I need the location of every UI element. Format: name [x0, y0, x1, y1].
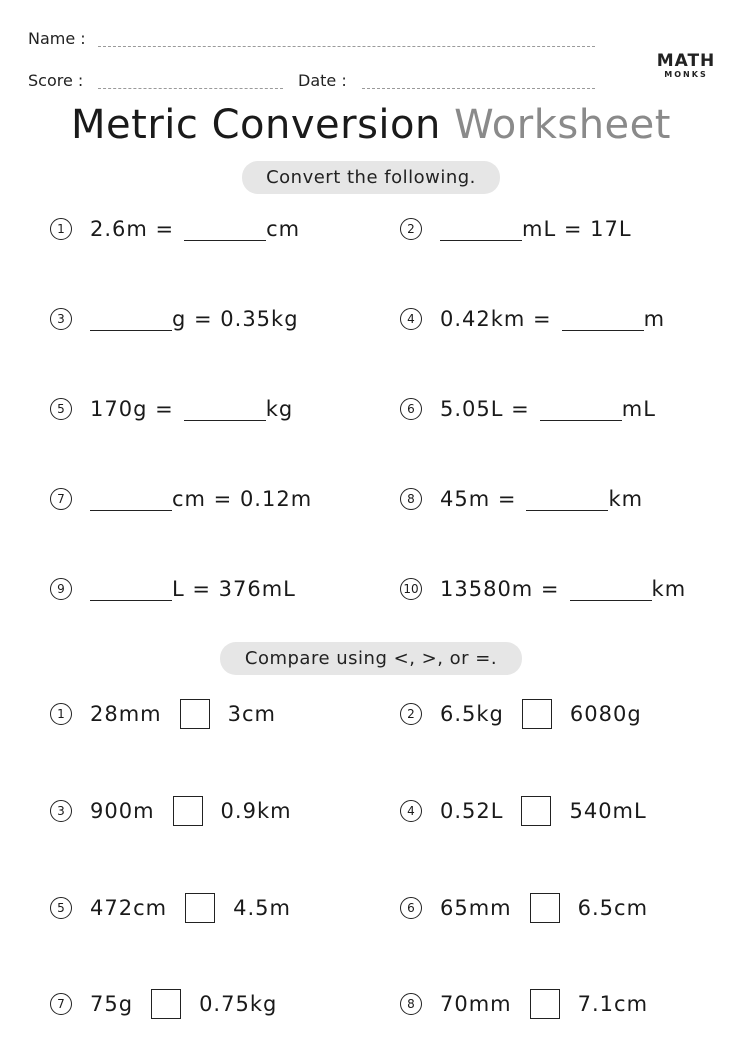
problem-number-icon: 4: [400, 308, 422, 330]
title-part-2: Worksheet: [454, 102, 671, 148]
answer-blank[interactable]: [90, 488, 172, 511]
answer-box[interactable]: [530, 989, 560, 1019]
answer-blank[interactable]: [562, 308, 644, 331]
answer-blank[interactable]: [184, 398, 266, 421]
compare-problem: [50, 890, 291, 926]
problem-number-icon: 8: [400, 488, 422, 510]
convert-problem: [50, 571, 296, 607]
score-field[interactable]: [98, 88, 283, 89]
compare-problem: [400, 696, 642, 732]
convert-problem: [400, 481, 643, 517]
problem-text-after: km: [608, 487, 644, 511]
problem-number-icon: 3: [50, 308, 72, 330]
problem-text-after: km: [651, 577, 687, 601]
answer-box[interactable]: [521, 796, 551, 826]
problem-text-before: 170g =: [90, 397, 174, 421]
answer-blank[interactable]: [540, 398, 622, 421]
problem-number-icon: 2: [400, 703, 422, 725]
convert-problem: [50, 391, 293, 427]
answer-box[interactable]: [151, 989, 181, 1019]
name-label: Name :: [28, 29, 86, 48]
compare-problem: [50, 986, 277, 1022]
answer-blank[interactable]: [570, 578, 652, 601]
compare-problem: [400, 986, 648, 1022]
compare-right-value: 4.5m: [233, 896, 291, 920]
compare-left-value: 65mm: [440, 896, 512, 920]
problem-text-before: 13580m =: [440, 577, 560, 601]
compare-left-value: 28mm: [90, 702, 162, 726]
problem-text-after: cm: [266, 217, 301, 241]
page-title: [0, 102, 742, 148]
problem-number-icon: 9: [50, 578, 72, 600]
problem-number-icon: 5: [50, 897, 72, 919]
problem-number-icon: 3: [50, 800, 72, 822]
compare-left-value: 70mm: [440, 992, 512, 1016]
problem-text-after: cm = 0.12m: [172, 487, 313, 511]
answer-blank[interactable]: [90, 578, 172, 601]
problem-number-icon: 6: [400, 398, 422, 420]
date-field[interactable]: [362, 88, 595, 89]
problem-number-icon: 7: [50, 488, 72, 510]
answer-blank[interactable]: [90, 308, 172, 331]
date-label: Date :: [298, 71, 347, 90]
problem-number-icon: 7: [50, 993, 72, 1015]
compare-problem: [400, 890, 648, 926]
convert-problem: [50, 301, 299, 337]
problem-number-icon: 2: [400, 218, 422, 240]
compare-right-value: 7.1cm: [577, 992, 649, 1016]
convert-instruction: Convert the following.: [242, 161, 500, 194]
compare-left-value: 75g: [90, 992, 134, 1016]
compare-problem: [50, 696, 276, 732]
compare-right-value: 6080g: [569, 702, 642, 726]
compare-right-value: 6.5cm: [577, 896, 649, 920]
answer-box[interactable]: [173, 796, 203, 826]
compare-instruction: Compare using <, >, or =.: [220, 642, 522, 675]
problem-number-icon: 5: [50, 398, 72, 420]
problem-text-after: kg: [265, 397, 294, 421]
problem-number-icon: 1: [50, 703, 72, 725]
answer-box[interactable]: [185, 893, 215, 923]
problem-text-before: 5.05L =: [440, 397, 530, 421]
compare-left-value: 900m: [90, 799, 155, 823]
answer-box[interactable]: [180, 699, 210, 729]
math-monks-logo: [652, 52, 720, 80]
convert-problem: [400, 391, 656, 427]
title-part-1: Metric Conversion: [71, 102, 441, 148]
compare-right-value: 0.9km: [220, 799, 292, 823]
convert-problem: [400, 211, 632, 247]
answer-blank[interactable]: [184, 218, 266, 241]
name-field[interactable]: [98, 46, 595, 47]
compare-left-value: 0.52L: [440, 799, 504, 823]
answer-blank[interactable]: [526, 488, 608, 511]
problem-text-before: 0.42km =: [440, 307, 552, 331]
problem-text-after: L = 376mL: [172, 577, 296, 601]
problem-number-icon: 6: [400, 897, 422, 919]
problem-text-before: 2.6m =: [90, 217, 175, 241]
answer-box[interactable]: [530, 893, 560, 923]
logo-bottom-text: MONKS: [664, 70, 708, 79]
convert-problem: [50, 481, 312, 517]
score-label: Score :: [28, 71, 84, 90]
convert-problem: [400, 571, 686, 607]
compare-right-value: 3cm: [227, 702, 277, 726]
problem-number-icon: 10: [400, 578, 422, 600]
problem-text-after: g = 0.35kg: [172, 307, 299, 331]
compare-right-value: 0.75kg: [199, 992, 278, 1016]
problem-text-after: m: [643, 307, 666, 331]
logo-top-text: MATH: [656, 51, 716, 71]
compare-right-value: 540mL: [569, 799, 647, 823]
problem-text-after: mL: [621, 397, 656, 421]
problem-number-icon: 1: [50, 218, 72, 240]
problem-number-icon: 4: [400, 800, 422, 822]
problem-text-after: mL = 17L: [522, 217, 632, 241]
convert-problem: [400, 301, 665, 337]
compare-problem: [400, 793, 647, 829]
problem-number-icon: 8: [400, 993, 422, 1015]
answer-blank[interactable]: [440, 218, 522, 241]
compare-left-value: 6.5kg: [440, 702, 504, 726]
compare-left-value: 472cm: [90, 896, 168, 920]
compare-problem: [50, 793, 292, 829]
answer-box[interactable]: [522, 699, 552, 729]
convert-problem: [50, 211, 300, 247]
problem-text-before: 45m =: [440, 487, 517, 511]
